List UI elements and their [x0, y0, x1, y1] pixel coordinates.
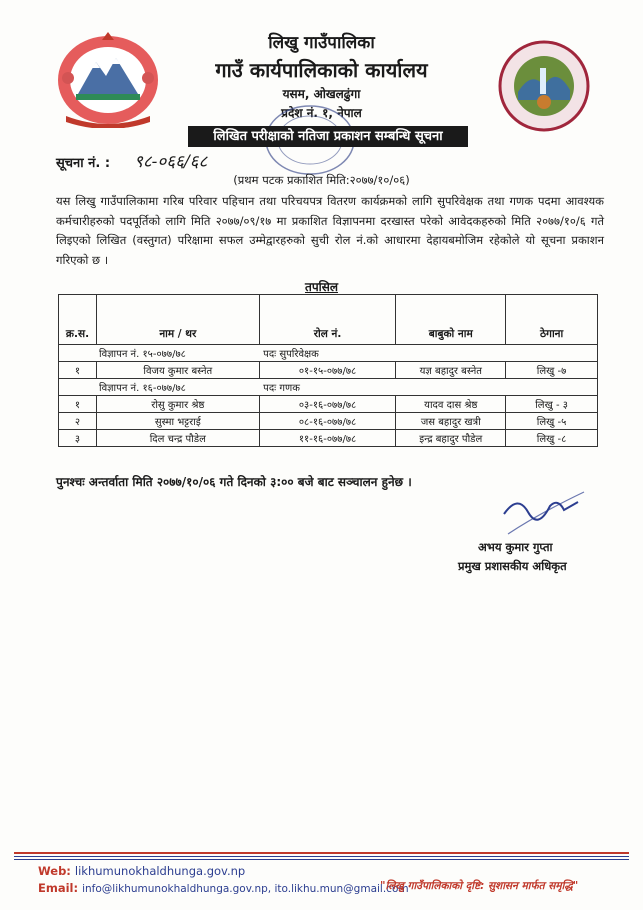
footer-divider — [14, 852, 629, 854]
office-name: गाउँ कार्यपालिकाको कार्यालय — [215, 58, 428, 82]
cell-serial: २ — [59, 413, 97, 430]
col-father: बाबुको नाम — [396, 295, 506, 345]
web-link[interactable]: likhumunokhaldhunga.gov.np — [74, 864, 246, 878]
notice-title: लिखित परीक्षाको नतिजा प्रकाशन सम्बन्धि सूचना — [188, 126, 468, 147]
cell-roll: ०३-१६-०७७/७८ — [259, 396, 396, 413]
section-row — [59, 345, 598, 362]
cell-address: लिखु -८ — [506, 430, 598, 447]
section-ad: विज्ञापन नं. १६-०७७/७८ — [59, 379, 260, 396]
table-row — [59, 362, 598, 379]
signatory-name: अभय कुमार गुप्ता — [478, 540, 553, 554]
footer-divider — [14, 856, 629, 857]
ref-value: ९८-०६६/६८ — [134, 152, 208, 172]
table-row — [59, 396, 598, 413]
notice-body: यस लिखु गाउँपालिकामा गरिब परिवार पहिचान तथा परिचयपत्र वितरण कार्यक्रमको लागि सुपरिवेक्षक तथा गणक पदमा आवश्यक कर्मचारीहरुको पदपूर्तिको लागि मिति २०७७/०९/१७ मा प्रकाशित विज्ञापनमा दरखास्त परेको आवेदकहरुको मिति २०७७/१०/६ गते लिइएको लिखित (वस्तुगत) परिक्षामा सफल उम्मेद्वारहरुको सुची रोल नं.को आधारमा देहायबमोजिम रहेकोले यो सूचना प्रकाशन गरिएको छ । — [56, 194, 604, 267]
table-header-row — [59, 295, 598, 345]
cell-father: यज्ञ बहादुर बस्नेत — [396, 362, 506, 379]
cell-father: जस बहादुर खत्री — [396, 413, 506, 430]
table-row — [59, 413, 598, 430]
footer-divider — [14, 859, 629, 860]
cell-address: लिखु - ३ — [506, 396, 598, 413]
office-province: प्रदेश नं. १, नेपाल — [281, 106, 362, 120]
cell-roll: ०१-१५-०७७/७८ — [259, 362, 396, 379]
section-row — [59, 379, 598, 396]
cell-name: रोसु कुमार श्रेष्ठ — [96, 396, 259, 413]
municipality-name: लिखु गाउँपालिका — [268, 33, 375, 53]
col-serial: क्र.स. — [59, 295, 97, 345]
interview-note: पुनश्चः अन्तर्वाता मिति २०७७/१०/०६ गते दिनको ३:०० बजे बाट सञ्चालन हुनेछ । — [56, 475, 412, 489]
cell-serial: १ — [59, 396, 97, 413]
cell-roll: ११-१६-०७७/७८ — [259, 430, 396, 447]
email-label: Email: — [38, 881, 79, 895]
footer-slogan: "लिखु गाउँपालिकाको दृष्टि: सुशासन मार्फत समृद्धि" — [380, 880, 579, 892]
publish-date: (प्रथम पटक प्रकाशित मिति:२०७७/१०/०६) — [233, 173, 410, 187]
cell-father: यादव दास श्रेष्ठ — [396, 396, 506, 413]
section-post: पदः सुपरिवेक्षक — [259, 345, 597, 362]
cell-name: दिल चन्द्र पौडेल — [96, 430, 259, 447]
col-roll: रोल नं. — [259, 295, 396, 345]
col-address: ठेगाना — [506, 295, 598, 345]
web-label: Web: — [38, 864, 71, 878]
results-table — [58, 294, 598, 447]
cell-serial: १ — [59, 362, 97, 379]
footer-email — [38, 881, 409, 895]
signatory-title: प्रमुख प्रशासकीय अधिकृत — [458, 559, 567, 573]
footer-web — [38, 864, 245, 878]
section-ad: विज्ञापन नं. १५-०७७/७८ — [59, 345, 260, 362]
cell-name: विजय कुमार बस्नेत — [96, 362, 259, 379]
signature-icon — [498, 484, 588, 544]
cell-father: इन्द्र बहादुर पौडेल — [396, 430, 506, 447]
details-heading: तपसिल — [304, 280, 338, 294]
cell-address: लिखु -५ — [506, 413, 598, 430]
section-post: पदः गणक — [259, 379, 597, 396]
cell-name: सुस्मा भट्टराई — [96, 413, 259, 430]
email-link[interactable]: info@likhumunokhaldhunga.gov.np, ito.likhu.mun@gmail.com — [82, 883, 409, 895]
table-row — [59, 430, 598, 447]
ref-label: सूचना नं. : — [56, 156, 111, 171]
cell-serial: ३ — [59, 430, 97, 447]
col-name: नाम / थर — [96, 295, 259, 345]
cell-address: लिखु -७ — [506, 362, 598, 379]
cell-roll: ०८-१६-०७७/७८ — [259, 413, 396, 430]
office-address: यसम, ओखलढुंगा — [282, 87, 361, 101]
